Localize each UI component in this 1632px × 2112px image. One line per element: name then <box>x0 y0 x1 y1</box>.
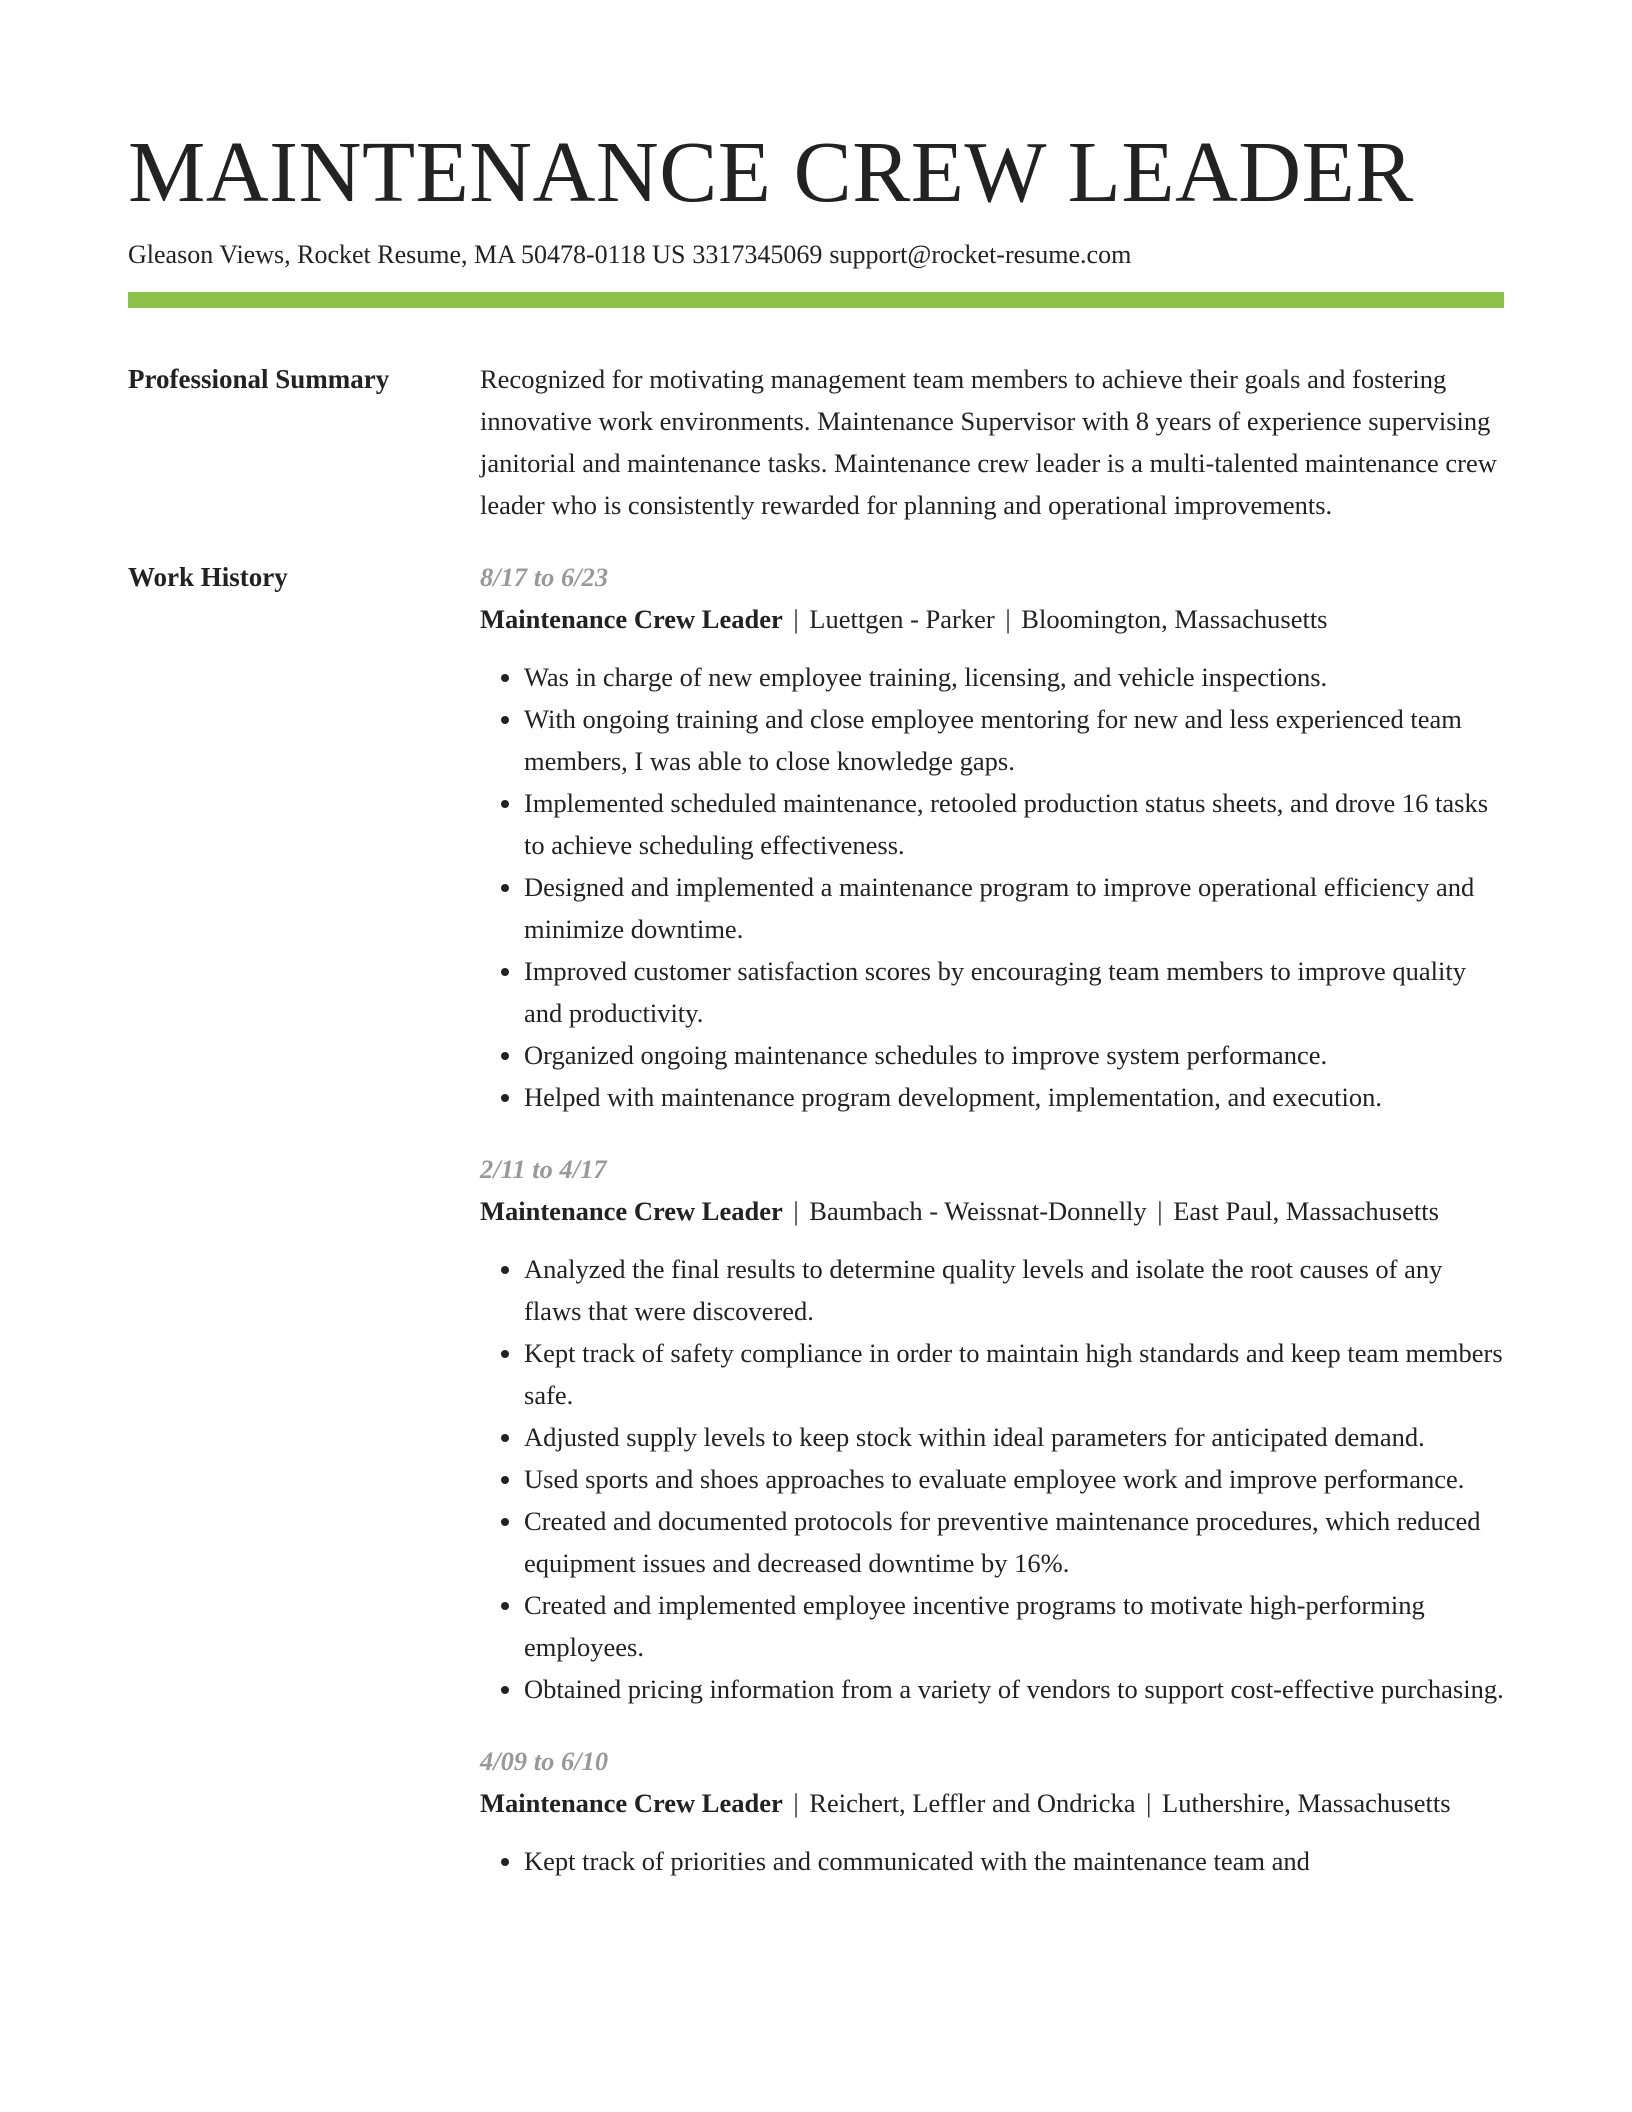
summary-section <box>128 358 1504 526</box>
job-bullet: • Improved customer satisfaction scores by encouraging team members to improve quality and productivity. <box>524 950 1504 1034</box>
job-dates: 2/11 to 4/17 <box>480 1154 607 1184</box>
summary-text: Recognized for motivating management team members to achieve their goals and fostering innovative work environments. Maintenance Supervisor with 8 years of experience supervising janitorial and maintenance tasks. Maintenance crew leader is a multi-talented maintenance crew leader who is consistently rewarded for planning and operational improvements. <box>480 364 1497 520</box>
job-bullet: • Helped with maintenance program development, implementation, and execution. <box>524 1076 1504 1118</box>
job-bullets <box>480 656 1504 1118</box>
job-separator: | <box>793 1788 799 1818</box>
job-separator: | <box>1157 1196 1163 1226</box>
job-bullet: • Used sports and shoes approaches to evaluate employee work and improve performance. <box>524 1458 1504 1500</box>
job-bullet: • Kept track of safety compliance in order to maintain high standards and keep team members safe. <box>524 1332 1504 1416</box>
job-bullet: • With ongoing training and close employee mentoring for new and less experienced team members, I was able to close knowledge gaps. <box>524 698 1504 782</box>
work-history-label: Work History <box>128 562 288 592</box>
contact-line <box>128 238 1504 272</box>
contact-address: Gleason Views, Rocket Resume, MA 50478-0118 US <box>128 240 686 269</box>
job-dates: 8/17 to 6/23 <box>480 562 609 592</box>
job-separator: | <box>793 1196 799 1226</box>
summary-body <box>480 358 1504 526</box>
job-bullets <box>480 1248 1504 1710</box>
job-title: Maintenance Crew Leader <box>480 1788 783 1818</box>
job-bullet: • Was in charge of new employee training, licensing, and vehicle inspections. <box>524 656 1504 698</box>
job-bullet: • Adjusted supply levels to keep stock within ideal parameters for anticipated demand. <box>524 1416 1504 1458</box>
job-entry <box>480 556 1504 1118</box>
job-bullet: • Obtained pricing information from a variety of vendors to support cost-effective purchasing. <box>524 1668 1504 1710</box>
job-heading <box>480 1782 1504 1824</box>
job-bullet: • Kept track of priorities and communicated with the maintenance team and <box>524 1840 1504 1882</box>
job-bullets <box>480 1840 1504 1882</box>
header-divider <box>128 292 1504 308</box>
resume-page <box>128 0 1504 1912</box>
job-heading <box>480 1190 1504 1232</box>
job-bullet: • Analyzed the final results to determine quality levels and isolate the root causes of any flaws that were discovered. <box>524 1248 1504 1332</box>
job-location: East Paul, Massachusetts <box>1173 1196 1439 1226</box>
job-bullet: • Organized ongoing maintenance schedules to improve system performance. <box>524 1034 1504 1076</box>
resume-name: MAINTENANCE CREW LEADER <box>128 123 1414 220</box>
work-history-section <box>128 556 1504 1912</box>
job-location: Bloomington, Massachusetts <box>1021 604 1328 634</box>
job-entry <box>480 1148 1504 1710</box>
job-bullet: • Designed and implemented a maintenance program to improve operational efficiency and minimize downtime. <box>524 866 1504 950</box>
job-company: Luettgen - Parker <box>809 604 995 634</box>
job-bullet: • Created and implemented employee incentive programs to motivate high-performing employees. <box>524 1584 1504 1668</box>
job-separator: | <box>1005 604 1011 634</box>
work-history-body <box>480 556 1504 1912</box>
job-title: Maintenance Crew Leader <box>480 1196 783 1226</box>
job-bullet: • Implemented scheduled maintenance, retooled production status sheets, and drove 16 tasks to achieve scheduling effectiveness. <box>524 782 1504 866</box>
job-location: Luthershire, Massachusetts <box>1162 1788 1451 1818</box>
job-company: Reichert, Leffler and Ondricka <box>809 1788 1136 1818</box>
job-title: Maintenance Crew Leader <box>480 604 783 634</box>
job-heading <box>480 598 1504 640</box>
job-company: Baumbach - Weissnat-Donnelly <box>809 1196 1147 1226</box>
job-bullet: • Created and documented protocols for preventive maintenance procedures, which reduced equipment issues and decreased downtime by 16%. <box>524 1500 1504 1584</box>
summary-label: Professional Summary <box>128 364 390 394</box>
job-dates: 4/09 to 6/10 <box>480 1746 609 1776</box>
contact-email: support@rocket-resume.com <box>829 240 1132 269</box>
job-separator: | <box>1146 1788 1152 1818</box>
contact-phone: 3317345069 <box>692 240 823 269</box>
job-separator: | <box>793 604 799 634</box>
job-entry <box>480 1740 1504 1882</box>
